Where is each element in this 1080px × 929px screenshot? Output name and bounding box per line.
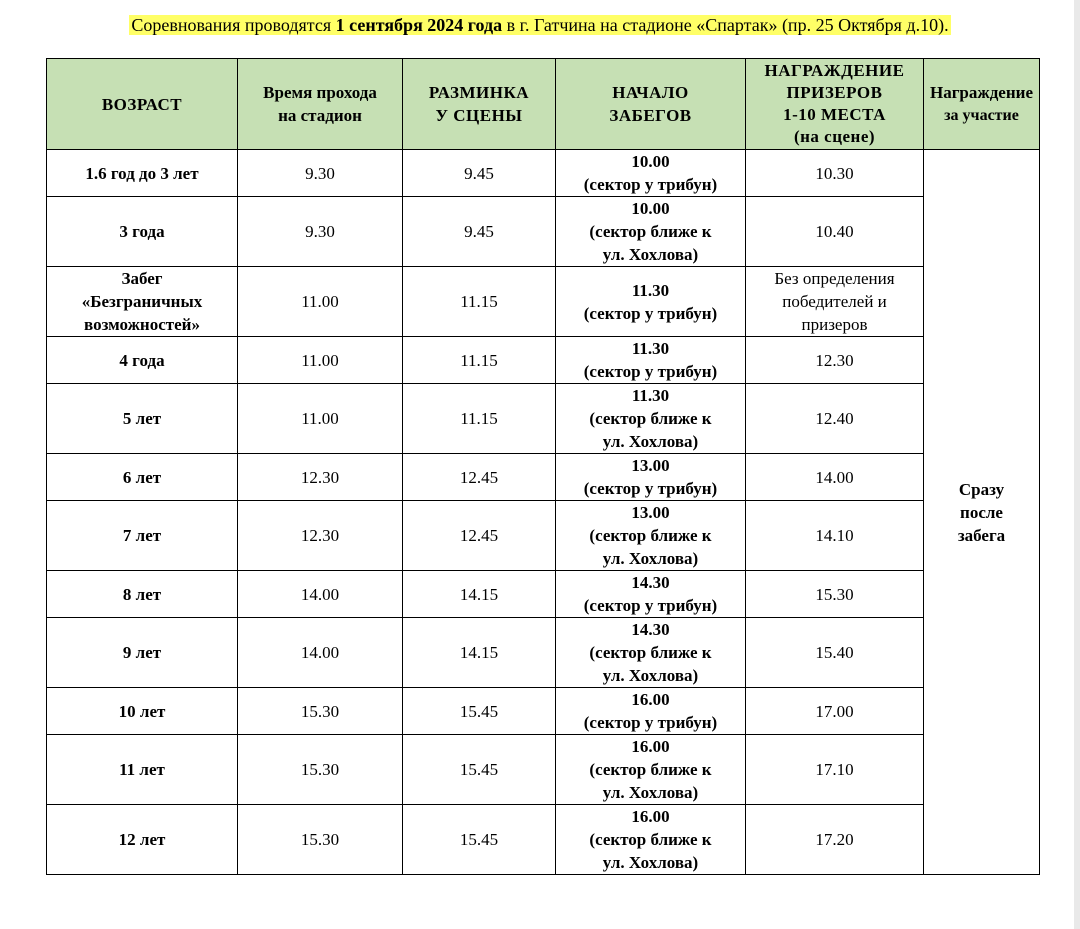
table-row [47,735,1040,805]
cell-entry: 9.30 [238,197,403,267]
page-edge [1074,0,1080,929]
header-entry-time: Время прохода на стадион [238,59,403,150]
schedule-table [46,58,1040,875]
highlighted-text [129,15,950,35]
cell-age: 7 лет [47,501,238,571]
cell-entry: 9.30 [238,150,403,197]
cell-start: 10.00 (сектор у трибун) [556,150,746,197]
cell-award: 15.30 [746,571,924,618]
info-text-part1: Соревнования проводятся [131,15,336,35]
competition-info [0,12,1080,38]
cell-warmup: 14.15 [403,571,556,618]
cell-entry: 12.30 [238,501,403,571]
cell-award: 14.00 [746,454,924,501]
table-row [47,571,1040,618]
table-row [47,501,1040,571]
cell-award: 15.40 [746,618,924,688]
cell-entry: 11.00 [238,384,403,454]
cell-start: 11.30 (сектор ближе к ул. Хохлова) [556,384,746,454]
info-text-part2: в г. Гатчина на стадионе «Спартак» (пр. 25 Октября д.10). [502,15,949,35]
cell-entry: 14.00 [238,571,403,618]
header-participation: Награждение за участие [924,59,1040,150]
cell-entry: 14.00 [238,618,403,688]
table-row [47,197,1040,267]
cell-start: 14.30 (сектор ближе к ул. Хохлова) [556,618,746,688]
cell-start: 11.30 (сектор у трибун) [556,337,746,384]
cell-entry: 15.30 [238,805,403,875]
cell-warmup: 15.45 [403,805,556,875]
cell-age: 10 лет [47,688,238,735]
cell-warmup: 15.45 [403,688,556,735]
cell-start: 11.30 (сектор у трибун) [556,267,746,337]
cell-award: 17.10 [746,735,924,805]
cell-start: 16.00 (сектор у трибун) [556,688,746,735]
table-header-row [47,59,1040,150]
cell-award: 17.20 [746,805,924,875]
cell-start: 16.00 (сектор ближе к ул. Хохлова) [556,805,746,875]
cell-age: 8 лет [47,571,238,618]
header-start: НАЧАЛО ЗАБЕГОВ [556,59,746,150]
cell-start: 10.00 (сектор ближе к ул. Хохлова) [556,197,746,267]
cell-start: 16.00 (сектор ближе к ул. Хохлова) [556,735,746,805]
cell-warmup: 11.15 [403,267,556,337]
cell-age: 9 лет [47,618,238,688]
cell-age: 5 лет [47,384,238,454]
table-row [47,150,1040,197]
cell-entry: 11.00 [238,267,403,337]
cell-award: 14.10 [746,501,924,571]
cell-warmup: 11.15 [403,384,556,454]
header-award: НАГРАЖДЕНИЕ ПРИЗЕРОВ 1-10 МЕСТА (на сцене) [746,59,924,150]
cell-award: 10.40 [746,197,924,267]
cell-participation: Сразу после забега [924,150,1040,875]
cell-age: Забег «Безграничных возможностей» [47,267,238,337]
cell-warmup: 11.15 [403,337,556,384]
cell-age: 3 года [47,197,238,267]
cell-entry: 15.30 [238,735,403,805]
cell-award: 17.00 [746,688,924,735]
table-row [47,337,1040,384]
cell-age: 12 лет [47,805,238,875]
cell-entry: 11.00 [238,337,403,384]
table-row [47,267,1040,337]
header-warmup: РАЗМИНКА У СЦЕНЫ [403,59,556,150]
cell-age: 1.6 год до 3 лет [47,150,238,197]
cell-warmup: 14.15 [403,618,556,688]
cell-warmup: 9.45 [403,197,556,267]
table-row [47,384,1040,454]
cell-award: 12.30 [746,337,924,384]
cell-age: 4 года [47,337,238,384]
table-row [47,618,1040,688]
table-row [47,805,1040,875]
cell-warmup: 12.45 [403,454,556,501]
cell-warmup: 12.45 [403,501,556,571]
competition-date: 1 сентября 2024 года [335,15,503,35]
header-age: ВОЗРАСТ [47,59,238,150]
cell-award: 12.40 [746,384,924,454]
cell-entry: 15.30 [238,688,403,735]
cell-age: 11 лет [47,735,238,805]
cell-start: 14.30 (сектор у трибун) [556,571,746,618]
cell-award: Без определения победителей и призеров [746,267,924,337]
table-row [47,688,1040,735]
cell-warmup: 9.45 [403,150,556,197]
cell-start: 13.00 (сектор ближе к ул. Хохлова) [556,501,746,571]
table-row [47,454,1040,501]
cell-start: 13.00 (сектор у трибун) [556,454,746,501]
cell-entry: 12.30 [238,454,403,501]
cell-warmup: 15.45 [403,735,556,805]
cell-age: 6 лет [47,454,238,501]
cell-award: 10.30 [746,150,924,197]
